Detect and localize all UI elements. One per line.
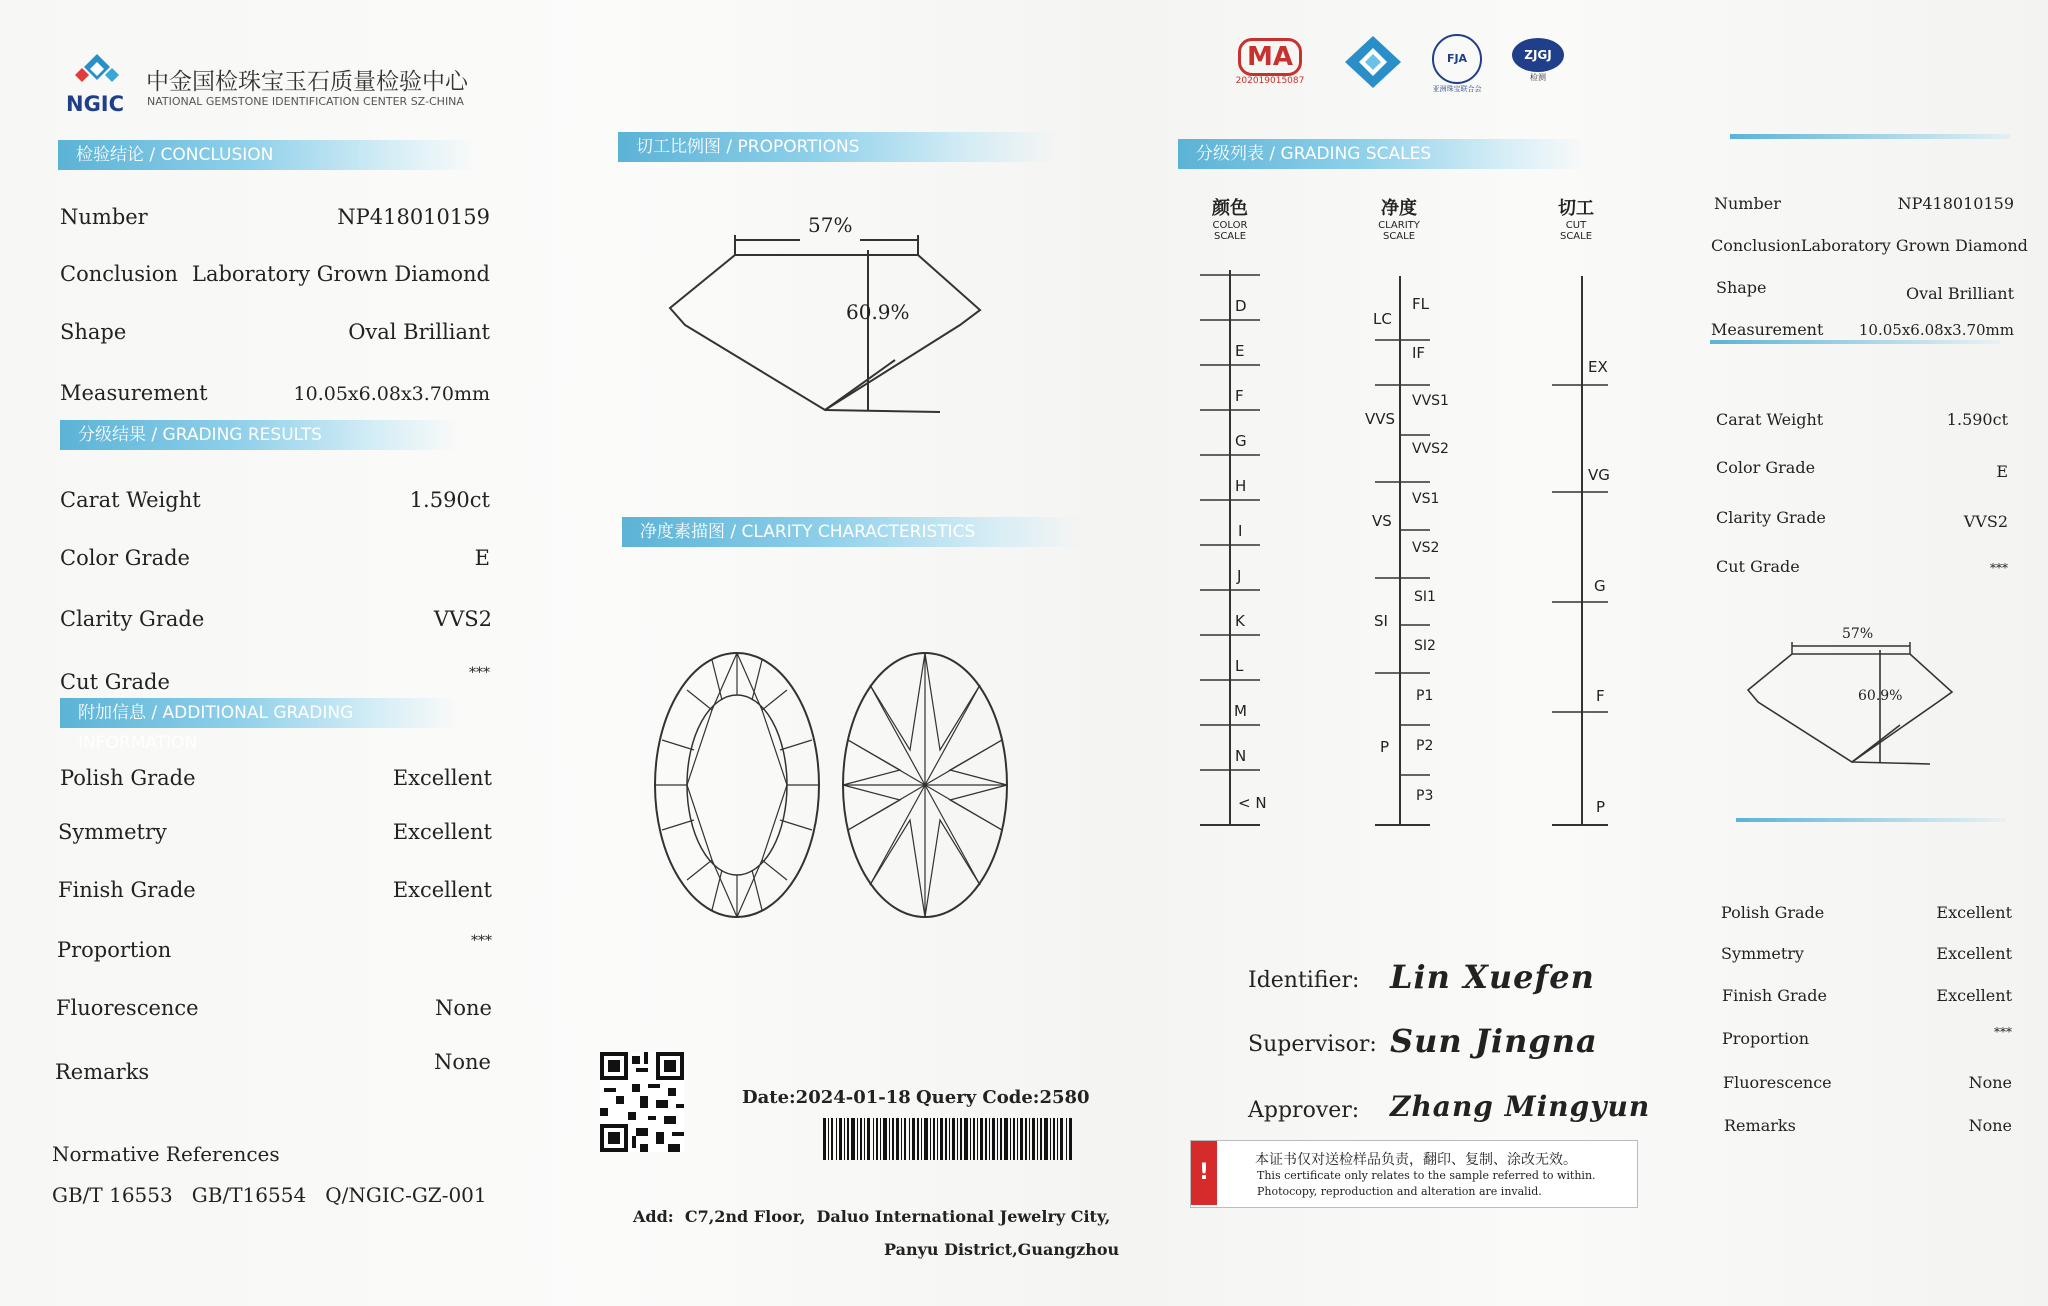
references-title: Normative References [52, 1142, 280, 1166]
cut-scale-en1: CUT [1565, 220, 1587, 231]
clarity-grade-si2: SI2 [1414, 638, 1436, 654]
color-row [60, 546, 490, 570]
clarity-grade-p2: P2 [1416, 738, 1434, 754]
clarity-group-vs: VS [1372, 512, 1392, 530]
symmetry-label: Symmetry [58, 820, 167, 844]
fluorescence-value: None [435, 996, 492, 1020]
clarity-group-si: SI [1374, 612, 1388, 630]
cut-label: Cut Grade [60, 670, 170, 694]
summary-carat-value: 1.590ct [1946, 410, 2008, 429]
clarity-grade-vs1: VS1 [1412, 491, 1440, 507]
summary-mid-rule [1710, 340, 2000, 344]
color-grade-n: N [1235, 747, 1247, 765]
proportions-banner: 切工比例图 / PROPORTIONS [618, 132, 1056, 162]
color-grade-h: H [1235, 477, 1247, 495]
approver-label: Approver: [1248, 1098, 1360, 1123]
color-grade-g: G [1235, 432, 1247, 450]
number-value: NP418010159 [337, 205, 490, 229]
summary-color-row [1716, 458, 2008, 481]
clarity-row [60, 607, 492, 631]
fja-logo [1425, 34, 1489, 94]
remarks-value: None [434, 1050, 491, 1074]
clarity-grade-p1: P1 [1416, 688, 1434, 704]
clarity-banner: 净度素描图 / CLARITY CHARACTERISTICS [622, 517, 1080, 547]
address-line-1: Add: C7,2nd Floor, Daluo International Jewelry City, [633, 1207, 1111, 1226]
crown-plot-diagram [652, 650, 822, 920]
qr-code[interactable] [600, 1052, 684, 1152]
notice-en-2: Photocopy, reproduction and alteration are invalid. [1257, 1185, 1542, 1198]
proportion-row [57, 933, 492, 962]
additional-banner: 附加信息 / ADDITIONAL GRADING INFORMATION [60, 698, 458, 728]
cut-grade-f: F [1596, 687, 1605, 705]
address-line-2: Panyu District,Guangzhou [884, 1240, 1120, 1259]
clarity-group-p: P [1380, 738, 1390, 756]
conclusion-banner: 检验结论 / CONCLUSION [58, 140, 476, 170]
supervisor-signature: Sun Jingna [1390, 1022, 1598, 1060]
summary-cut-row [1716, 557, 2008, 576]
color-grade-f: F [1235, 387, 1244, 405]
color-scale-head [1200, 194, 1260, 242]
number-label: Number [60, 205, 148, 229]
supervisor-label: Supervisor: [1248, 1032, 1377, 1057]
color-grade-l: L [1235, 657, 1244, 675]
clarity-scale-en1: CLARITY [1378, 220, 1420, 231]
summary-shape-row [1716, 278, 2014, 303]
summary-conclusion-label: Conclusion [1711, 236, 1801, 255]
color-scale-cn: 颜色 [1212, 198, 1248, 219]
color-scale-en1: COLOR [1212, 220, 1248, 231]
polish-label: Polish Grade [60, 766, 196, 790]
approver-signature: Zhang Mingyun [1390, 1090, 1651, 1123]
cma-logo [1230, 38, 1310, 86]
cma-mark: MA [1238, 38, 1302, 76]
summary-proportion-value: *** [1994, 1025, 2012, 1039]
color-grade-e: E [1235, 342, 1245, 360]
polish-row [60, 766, 492, 790]
summary-proportion-diagram [1740, 620, 1970, 770]
cut-value: *** [469, 665, 490, 681]
color-grade-below-n: < N [1238, 794, 1267, 812]
summary-conclusion-value: Laboratory Grown Diamond [1800, 236, 2028, 255]
issue-date: Date:2024-01-18 [742, 1087, 911, 1108]
references-list: GB/T 16553 GB/T16554 Q/NGIC-GZ-001 [52, 1183, 487, 1207]
finish-value: Excellent [392, 878, 492, 902]
polish-value: Excellent [392, 766, 492, 790]
summary-symmetry-row [1721, 944, 2012, 963]
diamond-logo-icon [1343, 34, 1403, 90]
symmetry-row [58, 820, 492, 844]
table-percent: 57% [808, 213, 853, 237]
cut-grade-ex: EX [1588, 358, 1608, 376]
summary-remarks-row [1724, 1116, 2012, 1135]
summary-clarity-value: VVS2 [1963, 512, 2008, 531]
summary-remarks-label: Remarks [1724, 1116, 1796, 1135]
summary-finish-value: Excellent [1936, 986, 2012, 1005]
summary-shape-label: Shape [1716, 278, 1767, 297]
summary-measurement-label: Measurement [1711, 320, 1824, 339]
summary-finish-label: Finish Grade [1722, 986, 1827, 1005]
summary-polish-row [1721, 903, 2012, 922]
conclusion-row [60, 262, 490, 286]
summary-symmetry-label: Symmetry [1721, 944, 1804, 963]
notice-cn: 本证书仅对送检样品负责，翻印、复制、涂改无效。 [1255, 1152, 1577, 1168]
color-grade-k: K [1235, 612, 1245, 630]
query-code: Query Code:2580 [916, 1087, 1090, 1108]
grading-scales-banner: 分级列表 / GRADING SCALES [1178, 139, 1586, 169]
remarks-row [55, 1050, 491, 1084]
clarity-scale-en2: SCALE [1382, 231, 1416, 242]
summary-carat-label: Carat Weight [1716, 410, 1824, 429]
clarity-grade-p3: P3 [1416, 788, 1434, 804]
summary-color-value: E [1996, 462, 2008, 481]
cut-grade-vg: VG [1588, 466, 1610, 484]
cma-number: 202019015087 [1235, 76, 1305, 86]
color-grade-j: J [1237, 567, 1242, 585]
clarity-grade-si1: SI1 [1414, 589, 1436, 605]
summary-conclusion-row [1711, 236, 2028, 255]
ngic-logo-text: NGIC [66, 92, 125, 116]
fja-mark: FJA [1432, 34, 1482, 84]
identifier-label: Identifier: [1248, 968, 1360, 993]
clarity-grade-vs2: VS2 [1412, 540, 1440, 556]
measurement-label: Measurement [60, 381, 208, 405]
summary-color-label: Color Grade [1716, 458, 1816, 477]
clarity-grade-vvs2: VVS2 [1412, 441, 1449, 457]
summary-polish-label: Polish Grade [1721, 903, 1825, 922]
fluorescence-label: Fluorescence [56, 996, 199, 1020]
color-grade-i: I [1238, 522, 1243, 540]
zjgj-mark: ZJGJ [1512, 38, 1564, 72]
org-name-en: NATIONAL GEMSTONE IDENTIFICATION CENTER SZ-CHINA [147, 95, 464, 108]
clarity-grade-fl: FL [1412, 295, 1429, 313]
depth-percent: 60.9% [846, 300, 910, 324]
summary-finish-row [1722, 986, 2012, 1005]
zjgj-logo [1508, 38, 1568, 83]
measurement-row [60, 381, 490, 405]
color-grade-m: M [1234, 702, 1247, 720]
carat-row [60, 488, 490, 512]
org-name-cn: 中金国检珠宝玉石质量检验中心 [146, 69, 468, 95]
grading-results-banner: 分级结果 / GRADING RESULTS [60, 420, 458, 450]
summary-clarity-row [1716, 508, 2008, 531]
cut-scale-cn: 切工 [1558, 198, 1594, 219]
clarity-grade-vvs1: VVS1 [1412, 393, 1449, 409]
cut-scale-head [1546, 194, 1606, 242]
summary-top-rule [1730, 134, 2010, 139]
summary-depth-percent: 60.9% [1858, 688, 1903, 704]
finish-row [58, 878, 492, 902]
clarity-value: VVS2 [433, 607, 492, 631]
finish-label: Finish Grade [58, 878, 196, 902]
warning-icon: ! [1191, 1141, 1217, 1205]
color-value: E [474, 546, 490, 570]
cut-scale-en2: SCALE [1559, 231, 1593, 242]
summary-measurement-value: 10.05x6.08x3.70mm [1858, 321, 2014, 339]
notice-en-1: This certificate only relates to the sample referred to within. [1257, 1169, 1596, 1182]
summary-number-value: NP418010159 [1897, 194, 2014, 213]
summary-fluorescence-label: Fluorescence [1723, 1073, 1832, 1092]
proportion-value: *** [471, 933, 492, 949]
proportion-diagram [660, 210, 1010, 420]
proportion-label: Proportion [57, 938, 172, 962]
cut-grade-p: P [1596, 798, 1606, 816]
conclusion-label: Conclusion [60, 262, 178, 286]
summary-table-percent: 57% [1842, 626, 1874, 642]
color-grade-d: D [1235, 297, 1247, 315]
shape-value: Oval Brilliant [348, 320, 490, 344]
summary-proportion-row [1722, 1025, 2012, 1048]
summary-fluorescence-value: None [1968, 1073, 2012, 1092]
number-row [60, 205, 490, 229]
summary-number-label: Number [1714, 194, 1781, 213]
grading-scales-lines [1190, 270, 1630, 830]
fluorescence-row [56, 996, 492, 1020]
summary-number-row [1714, 194, 2014, 213]
carat-label: Carat Weight [60, 488, 201, 512]
summary-cut-value: *** [1990, 561, 2008, 575]
carat-value: 1.590ct [409, 488, 490, 512]
barcode [823, 1118, 1073, 1160]
clarity-scale-head [1368, 194, 1430, 242]
summary-remarks-value: None [1968, 1116, 2012, 1135]
notice-box [1190, 1140, 1638, 1208]
color-label: Color Grade [60, 546, 190, 570]
color-scale-en2: SCALE [1213, 231, 1247, 242]
summary-symmetry-value: Excellent [1936, 944, 2012, 963]
summary-carat-row [1716, 410, 2008, 429]
identifier-signature: Lin Xuefen [1390, 958, 1595, 996]
clarity-scale-cn: 净度 [1381, 198, 1417, 219]
summary-lower-rule [1736, 818, 2006, 822]
pavilion-plot-diagram [840, 650, 1010, 920]
shape-label: Shape [60, 320, 127, 344]
summary-polish-value: Excellent [1936, 903, 2012, 922]
summary-fluorescence-row [1723, 1073, 2012, 1092]
conclusion-value: Laboratory Grown Diamond [192, 262, 490, 286]
cut-row [60, 665, 490, 694]
summary-shape-value: Oval Brilliant [1905, 284, 2014, 303]
summary-proportion-label: Proportion [1722, 1029, 1810, 1048]
remarks-label: Remarks [55, 1060, 150, 1084]
zjgj-caption: 检测 [1530, 73, 1546, 82]
cut-grade-g: G [1594, 577, 1606, 595]
clarity-group-lc: LC [1373, 310, 1392, 328]
fja-caption: 亚洲珠宝联合会 [1432, 85, 1482, 93]
symmetry-value: Excellent [392, 820, 492, 844]
ngic-logo-icon [72, 54, 122, 96]
summary-measurement-row [1711, 320, 2014, 339]
clarity-label: Clarity Grade [60, 607, 205, 631]
clarity-grade-if: IF [1412, 344, 1426, 362]
measurement-value: 10.05x6.08x3.70mm [293, 383, 490, 405]
summary-cut-label: Cut Grade [1716, 557, 1800, 576]
clarity-group-vvs: VVS [1365, 410, 1396, 428]
shape-row [60, 320, 490, 344]
summary-clarity-label: Clarity Grade [1716, 508, 1826, 527]
